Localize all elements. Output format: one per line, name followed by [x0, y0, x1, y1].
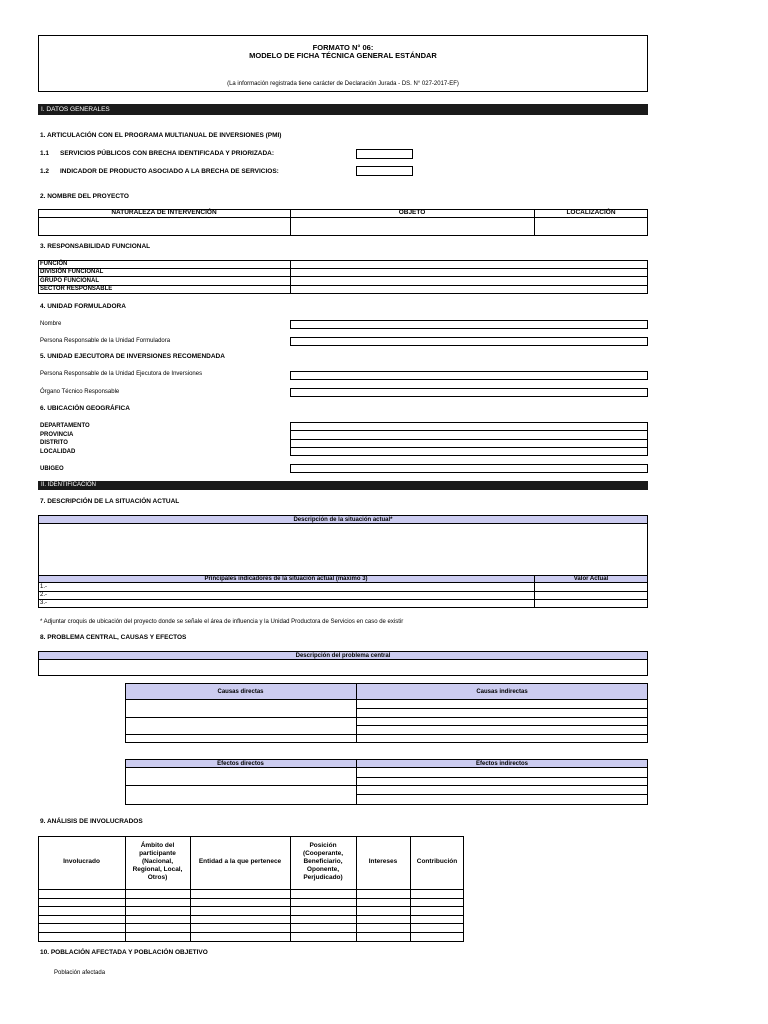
- item-10-label: 10. POBLACIÓN AFECTADA Y POBLACIÓN OBJETIVO: [40, 949, 208, 956]
- item-4-label: 4. UNIDAD FORMULADORA: [40, 303, 126, 310]
- header-naturaleza: NATURALEZA DE INTERVENCIÓN: [111, 209, 217, 216]
- header-ambito: Ámbito del participante (Nacional, Regional, Local, Otros): [132, 842, 183, 881]
- ubigeo-input[interactable]: [290, 464, 648, 473]
- item-5-label: 5. UNIDAD EJECUTORA DE INVERSIONES RECOMENDADA: [40, 353, 225, 360]
- format-number: FORMATO N° 06:: [312, 43, 374, 52]
- ubigeo-label: UBIGEO: [40, 466, 64, 472]
- affected-population-label: Población afectada: [54, 970, 106, 976]
- item-1-1-num: 1.1: [40, 150, 50, 157]
- item-6-label: 6. UBICACIÓN GEOGRÁFICA: [40, 405, 130, 412]
- row-sector: SECTOR RESPONSABLE: [40, 286, 113, 292]
- situation-desc-header: Descripción de la situación actual*: [293, 517, 393, 523]
- section-datos-generales: I. DATOS GENERALES: [38, 104, 648, 115]
- item-8-label: 8. PROBLEMA CENTRAL, CAUSAS Y EFECTOS: [40, 634, 187, 641]
- declaration-note: (La información registrada tiene carácter de Declaración Jurada - DS. N° 027-2017-EF): [227, 81, 459, 87]
- ue-resp-input[interactable]: [290, 371, 648, 380]
- uf-resp-label: Persona Responsable de la Unidad Formuladora: [40, 338, 171, 344]
- item-1-label: 1. ARTICULACIÓN CON EL PROGRAMA MULTIANUAL DE INVERSIONES (PMI): [40, 132, 282, 139]
- functional-table: [38, 260, 648, 294]
- item-3-label: 3. RESPONSABILIDAD FUNCIONAL: [40, 243, 151, 250]
- header-localizacion: LOCALIZACIÓN: [566, 209, 616, 216]
- header-objeto: OBJETO: [398, 209, 426, 216]
- geo-provincia: PROVINCIA: [40, 432, 74, 438]
- uf-name-label: Nombre: [40, 321, 62, 327]
- value-header: Valor Actual: [573, 576, 609, 582]
- ue-organo-label: Órgano Técnico Responsable: [40, 389, 120, 395]
- indicator-row-3: 3.-: [40, 600, 48, 606]
- uf-name-input[interactable]: [290, 320, 648, 329]
- objeto-input[interactable]: [291, 218, 533, 235]
- indicators-header: Principales indicadores de la situación actual (máximo 3): [204, 576, 368, 582]
- item-2-label: 2. NOMBRE DEL PROYECTO: [40, 193, 129, 200]
- indirect-effects-header: Efectos indirectos: [475, 761, 528, 767]
- croquis-footnote: * Adjuntar croquis de ubicación del proyecto donde se señale el área de influencia y la Unidad Productora de Servicios en caso de existir: [40, 619, 404, 625]
- indicator-input[interactable]: [356, 166, 413, 176]
- header-posicion: Posición (Cooperante, Beneficiario, Oponente, Perjudicado): [302, 842, 344, 881]
- header-entidad: Entidad a la que pertenece: [198, 858, 282, 865]
- problem-header: Descripción del problema central: [295, 653, 391, 659]
- geo-localidad: LOCALIDAD: [40, 449, 76, 455]
- geo-distrito: DISTRITO: [40, 440, 68, 446]
- uf-resp-input[interactable]: [290, 337, 648, 346]
- row-division: DIVISIÓN FUNCIONAL: [40, 269, 104, 275]
- row-grupo: GRUPO FUNCIONAL: [40, 278, 99, 284]
- direct-causes-header: Causas directas: [217, 689, 264, 695]
- naturaleza-input[interactable]: [39, 218, 289, 235]
- header-contribucion: Contribución: [416, 858, 458, 865]
- geo-departamento: DEPARTAMENTO: [40, 423, 90, 429]
- ue-organo-input[interactable]: [290, 388, 648, 397]
- situation-desc-input[interactable]: [39, 525, 647, 574]
- item-1-2-label: INDICADOR DE PRODUCTO ASOCIADO A LA BRECHA DE SERVICIOS:: [60, 168, 279, 175]
- item-7-label: 7. DESCRIPCIÓN DE LA SITUACIÓN ACTUAL: [40, 498, 180, 505]
- item-1-2-num: 1.2: [40, 168, 50, 175]
- page-title: MODELO DE FICHA TÉCNICA GENERAL ESTÁNDAR: [249, 51, 437, 60]
- services-input[interactable]: [356, 149, 413, 159]
- header-involucrado: Involucrado: [63, 858, 100, 865]
- row-funcion: FUNCIÓN: [40, 261, 68, 267]
- item-9-label: 9. ANÁLISIS DE INVOLUCRADOS: [40, 818, 143, 825]
- indirect-causes-header: Causas indirectas: [476, 689, 528, 695]
- direct-effects-header: Efectos directos: [217, 761, 264, 767]
- indicator-row-2: 2.-: [40, 592, 48, 598]
- ue-resp-label: Persona Responsable de la Unidad Ejecutora de Inversiones: [40, 371, 203, 377]
- item-1-1-label: SERVICIOS PÚBLICOS CON BRECHA IDENTIFICADA Y PRIORIZADA:: [60, 150, 275, 157]
- indicator-row-1: 1.-: [40, 584, 48, 590]
- section-identificacion: II. IDENTIFICACIÓN: [38, 481, 648, 490]
- problem-input[interactable]: [39, 661, 647, 675]
- header-intereses: Intereses: [368, 858, 398, 865]
- localizacion-input[interactable]: [535, 218, 647, 235]
